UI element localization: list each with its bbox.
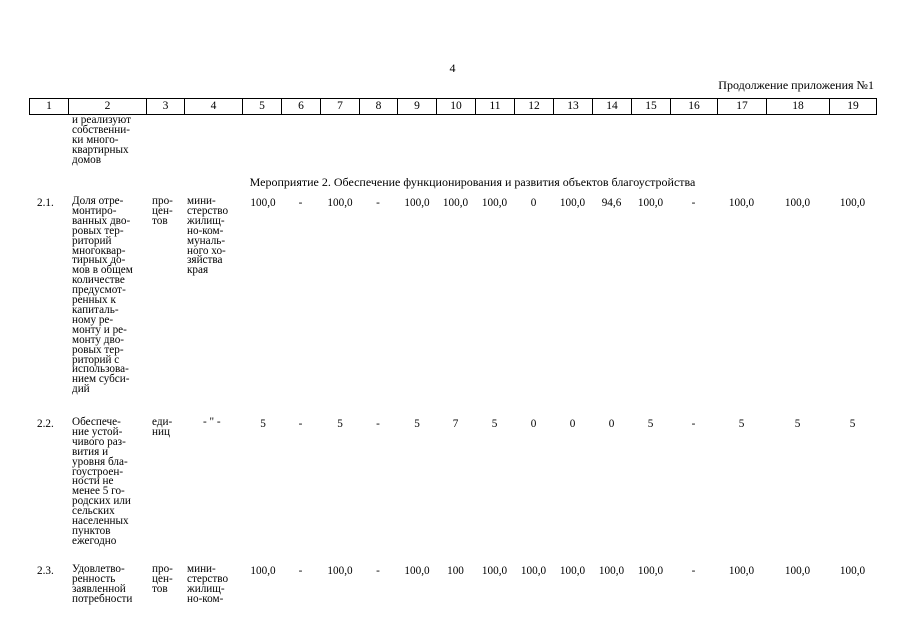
table-cell: 100,0: [404, 565, 430, 577]
table-cell: 100,0: [598, 565, 625, 577]
header-col-10: 10: [436, 98, 476, 115]
header-col-11: 11: [475, 98, 515, 115]
table-cell: 100,0: [250, 197, 276, 209]
row-number: 2.2.: [37, 418, 54, 430]
header-col-17: 17: [717, 98, 767, 115]
indicator-name: Доля отре- монтиро- ванных дво- ровых тер- риторий многоквар- тирных до- мов в общем количестве предусмот- ренных к капиталь- ному ре- монту и ре- монту дво- ровых тер- риторий с использова- нием субси- дий: [72, 195, 133, 396]
header-col-14: 14: [592, 98, 632, 115]
table-cell: -: [376, 565, 380, 577]
indicator-name: Обеспече- ние устой- чивого раз- вития и уровня бла- гоустроен- ности не менее 5 го- родских или сельских населенных пунктов ежегодно: [72, 416, 131, 547]
header-col-3: 3: [146, 98, 185, 115]
table-cell: 100,0: [784, 565, 811, 577]
table-cell: 100,0: [637, 197, 664, 209]
table-cell: 5: [647, 418, 654, 430]
table-cell: 100,0: [559, 197, 586, 209]
table-cell: 100,0: [327, 565, 353, 577]
header-col-4: 4: [184, 98, 243, 115]
table-cell: -: [691, 418, 696, 430]
table-cell: 100,0: [728, 565, 755, 577]
table-cell: 100,0: [327, 197, 353, 209]
table-cell: 0: [530, 197, 537, 209]
table-cell: 7: [452, 418, 459, 430]
table-cell: -: [691, 565, 696, 577]
table-cell: 100,0: [637, 565, 664, 577]
carryover-text: и реализуют собственни- ки много- квартирных домов: [72, 114, 131, 166]
table-cell: -: [298, 418, 303, 430]
table-cell: 100,0: [728, 197, 755, 209]
table-cell: 100,0: [839, 565, 866, 577]
table-cell: 100,0: [404, 197, 430, 209]
header-col-1: 1: [29, 98, 69, 115]
header-col-5: 5: [242, 98, 282, 115]
table-cell: 100,0: [250, 565, 276, 577]
table-cell: 100,0: [481, 565, 508, 577]
unit-of-measure: еди- ниц: [152, 416, 173, 438]
row-number: 2.3.: [37, 565, 54, 577]
header-col-6: 6: [281, 98, 321, 115]
table-cell: 0: [608, 418, 615, 430]
table-cell: 0: [530, 418, 537, 430]
table-cell: -: [376, 197, 380, 209]
table-cell: -: [376, 418, 380, 430]
table-cell: 100,0: [520, 565, 547, 577]
table-cell: 94,6: [601, 197, 622, 209]
header-col-15: 15: [631, 98, 671, 115]
table-cell: -: [691, 197, 696, 209]
table-cell: 100,0: [839, 197, 866, 209]
indicator-name: Удовлетво- ренность заявленной потребности: [72, 563, 133, 605]
table-cell: 5: [794, 418, 801, 430]
header-col-2: 2: [68, 98, 147, 115]
unit-of-measure: про- цен- тов: [152, 195, 173, 227]
table-cell: 5: [849, 418, 856, 430]
table-cell: 0: [569, 418, 576, 430]
responsible-executor: мини- стерство жилищ- но-ком-: [187, 563, 229, 605]
table-cell: -: [298, 197, 303, 209]
responsible-executor: мини- стерство жилищ- но-ком- муналь- ного хо- зяйства края: [187, 195, 229, 277]
table-cell: 100,0: [481, 197, 508, 209]
continuation-label: Продолжение приложения №1: [718, 78, 874, 92]
header-col-9: 9: [397, 98, 437, 115]
table-cell: 5: [337, 418, 343, 430]
table-cell: -: [298, 565, 303, 577]
header-col-7: 7: [320, 98, 360, 115]
table-cell: 100: [447, 565, 464, 577]
page-number: 4: [449, 61, 456, 75]
table-cell: 5: [738, 418, 745, 430]
header-col-16: 16: [670, 98, 718, 115]
table-cell: 5: [260, 418, 266, 430]
header-col-18: 18: [766, 98, 830, 115]
responsible-executor: - " -: [203, 416, 221, 428]
header-col-8: 8: [359, 98, 398, 115]
header-col-12: 12: [514, 98, 554, 115]
row-number: 2.1.: [37, 197, 54, 209]
table-cell: 100,0: [559, 565, 586, 577]
section-title: Мероприятие 2. Обеспечение функционирования и развития объектов благоустройства: [249, 175, 696, 189]
table-cell: 5: [491, 418, 498, 430]
table-cell: 100,0: [442, 197, 469, 209]
header-col-13: 13: [553, 98, 593, 115]
table-cell: 100,0: [784, 197, 811, 209]
table-cell: 5: [414, 418, 420, 430]
header-col-19: 19: [829, 98, 877, 115]
unit-of-measure: про- цен- тов: [152, 563, 173, 595]
